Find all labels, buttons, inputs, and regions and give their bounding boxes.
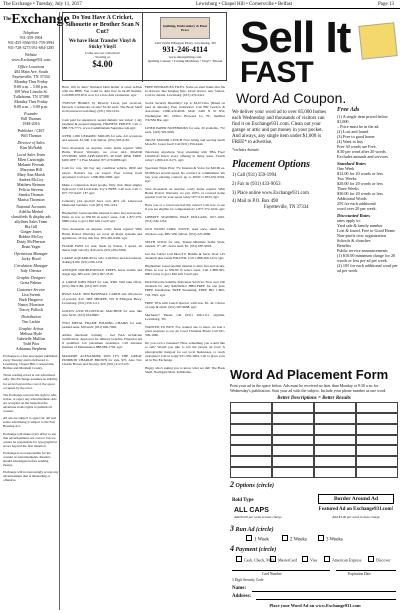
ad-word-cell[interactable] bbox=[272, 456, 314, 467]
rate-line: Excludes animals and services. bbox=[337, 154, 390, 159]
fine-print-paragraph: Exchange will not knowingly accept any advertisement that is misleading or offensive. bbox=[3, 470, 59, 483]
ad-word-cell[interactable] bbox=[314, 424, 356, 435]
name-label: Name: bbox=[232, 586, 247, 591]
classified-ad: Save thousands on surprise costly home repairs! With Home Protect Warranty we cover all major systems and appliances. 30 day risk free. 855-495-9436. sgtv bbox=[62, 227, 142, 240]
rate-line: (1) A single item priced below $1,000. bbox=[337, 114, 388, 124]
masthead-line: Bill Thomas bbox=[21, 116, 41, 121]
masthead-line: Melanie Fiveash bbox=[17, 162, 45, 167]
rate-line: $12.00 for 20 words or less bbox=[337, 171, 383, 176]
ad-word-cell[interactable] bbox=[230, 467, 272, 478]
ad-word-cell[interactable] bbox=[230, 456, 272, 467]
ad-word-cell[interactable] bbox=[356, 467, 398, 478]
rate-line: Two Weeks bbox=[337, 176, 357, 181]
all-caps-note: Add $5.00 per week to base charge bbox=[234, 515, 282, 519]
masthead-line: Will Thomas bbox=[20, 133, 42, 138]
masthead-sidebar bbox=[3, 12, 70, 610]
masthead-line: 8:00 a.m. – 5:00 p.m. bbox=[13, 104, 49, 109]
classifieds-column-a bbox=[62, 85, 142, 610]
expiration-line[interactable] bbox=[336, 570, 396, 571]
ad-word-cell[interactable] bbox=[272, 413, 314, 424]
masthead-line: Tracey Pollock bbox=[18, 307, 44, 312]
masthead-line: Barb Hargrove bbox=[19, 297, 43, 302]
rate-line: (3) Free to good home bbox=[337, 134, 375, 139]
rate-line: – Price must be in the ad. bbox=[337, 124, 380, 129]
classified-ad: FLOOR FANS for sale, made by Patton, 3 speed, all metal, high velocity, $20 each. (931) 604-5596. bbox=[62, 243, 142, 252]
rate-line: One Week bbox=[337, 166, 355, 171]
classified-ad: LINED PAPER NOTEBOOKS for sale, 20 available, 75¢ each. (423) 595-9005. bbox=[145, 125, 225, 134]
card-number-line[interactable] bbox=[232, 570, 330, 571]
classified-ad: Get the Cable! Call DirecTV. Bundle & Save! Over 145 channels plus Genie HD-DVR. Call 1-888-260-1474. sgtv bbox=[145, 251, 225, 260]
vinyl-ad-sub: Come see our collection! bbox=[84, 51, 121, 55]
masthead-line: Ginger Jones bbox=[20, 229, 42, 234]
ad-word-cell[interactable] bbox=[356, 435, 398, 446]
shop-ad bbox=[143, 13, 227, 82]
payment-option[interactable]: American Express bbox=[324, 556, 361, 563]
fine-print-paragraph: Exchange is not responsible for the content of advertisements. Readers should investigate before sending money. bbox=[3, 450, 51, 468]
classified-ad: Have 100 in debt? National Debt Relief is rated A-Plus with the BBB. You could be debt free in 24-48 months. Call 888-678-6311 now for a free debt evaluation. sgtv bbox=[62, 85, 142, 98]
masthead-line: Greta Palmer bbox=[20, 280, 42, 285]
placement-option: 3) Place online www.Exchange931.com bbox=[232, 190, 309, 196]
placement-option: 1) Call (931) 359-1994 bbox=[232, 173, 277, 178]
masthead-line: Sandra Thomas bbox=[18, 192, 44, 197]
ad-word-cell[interactable] bbox=[272, 402, 314, 413]
classified-ad: Airline mechanic training - Get FAA technician certification. Approved for military benefits. Financial aid if qualified. Job placement assistance. Call Aviation Institute of Maintenance 888-686-1704. sgtv bbox=[62, 333, 142, 350]
border-option[interactable]: Border Around Ad bbox=[318, 494, 394, 504]
masthead-line: Monday Thru Friday bbox=[14, 79, 48, 84]
ad-word-cell[interactable] bbox=[314, 435, 356, 446]
masthead-line: Mary Ann Marsh bbox=[17, 172, 45, 177]
header-right: Page 13 bbox=[378, 2, 394, 7]
ad-word-cell[interactable] bbox=[314, 413, 356, 424]
masthead-line: Office Locations bbox=[17, 64, 45, 69]
run-option[interactable]: 3 Weeks bbox=[318, 535, 343, 543]
classified-ad: TWELVE BOOKS by Beverly Lewis, just received, $2/each. Cookbooks on sale! $1-$2 each. The Book Shelf in Downtown Lewisburg. (931) 359-1234. bbox=[62, 101, 142, 114]
ad-word-cell[interactable] bbox=[314, 456, 356, 467]
rate-line: word over 20 per week. bbox=[337, 206, 377, 211]
classified-ad: FREE TEA with Lunch Special, with Gas. $5. 42. Choice of soup & salad. (931) 297-6688. sgtv bbox=[145, 300, 225, 309]
masthead-lines bbox=[3, 30, 59, 351]
ad-word-cell[interactable] bbox=[230, 435, 272, 446]
masthead-line: Adelfia Merkel bbox=[18, 209, 44, 214]
masthead-line: Todd Pitts bbox=[22, 341, 40, 346]
masthead-line: Maryann Hill bbox=[20, 167, 42, 172]
name-line[interactable] bbox=[252, 591, 396, 592]
header-center: Lewisburg • Chapel Hill • Cornersville • Belfast bbox=[196, 2, 293, 7]
masthead-line: Dusty McPherson bbox=[16, 239, 46, 244]
rate-line: Non-profit civic organization bbox=[337, 233, 386, 238]
masthead-line: Circulation Manager bbox=[14, 263, 48, 268]
ad-word-cell[interactable] bbox=[230, 424, 272, 435]
classified-ad: HughesNet: Gen4 satellite internet is ultra fast and secure. Plans as low as $39.99 in select areas. Call 1-888-395-8003 today to get a $50 Gift Card! sgtv bbox=[145, 264, 225, 277]
masthead-line: Lisa Sweatt bbox=[21, 292, 41, 297]
classified-ad: WANTED TO BUY: I've wanted one to know we had a great response to our ad. Good Christian Book! Call 931-599-1960. bbox=[145, 325, 225, 338]
run-option[interactable]: 1 Week bbox=[246, 535, 269, 543]
exchange-logo: $^{The}$Exchange bbox=[3, 12, 70, 27]
masthead-line: Founder bbox=[24, 111, 38, 116]
classifieds-column-b bbox=[145, 85, 225, 610]
intro-block bbox=[232, 110, 332, 211]
classified-ad: MADAME ALEXANDER 2003 IT'S THE GREAT PUMPKIN CHARLIE BROWN for sale, $75. Also Two Charlie Brown and Snoopy. $20. (901) 212-5123. bbox=[62, 353, 142, 366]
fine-print-paragraph: Exchange is a free newspaper published every Tuesday and is delivered to Lewisburg, Chapel Hill, Cornersville, Belfast and Marshall County. bbox=[3, 354, 58, 371]
form-instructions: Print your ad in the space below. Ads must be received no later than Monday at 9:30 a.m. for Wednesday's publication. Start your ad with the subject. Include your phone number as one word. bbox=[230, 383, 387, 393]
classified-ad: HughesNet: Gen4 satellite internet is ultra fast and secure. Plans as low as $39.99 in select areas. Call 1-877-279-9686 today to get a $50 Gift Card! sgtv bbox=[62, 211, 142, 224]
masthead-line: classifieds & display ads bbox=[11, 214, 51, 219]
rate-line: Three Weeks bbox=[337, 186, 359, 191]
ad-word-cell[interactable] bbox=[356, 456, 398, 467]
vinyl-ad-subhead: We have Heat Transfer Vinyl & Sticky Vinyl! bbox=[68, 39, 137, 50]
ad-word-cell[interactable] bbox=[272, 435, 314, 446]
standard-rates-list bbox=[337, 166, 398, 211]
ad-word-cell[interactable] bbox=[314, 467, 356, 478]
free-ads-title: Free Ads bbox=[337, 107, 360, 113]
masthead-fine-print bbox=[3, 354, 59, 483]
rate-line: 25¢ for each additional bbox=[337, 201, 376, 206]
discount-lead: rates apply to: bbox=[337, 218, 361, 223]
masthead-line: Website bbox=[24, 52, 38, 57]
free-ads-list bbox=[337, 114, 398, 159]
rate-line: $.30 per word after 20 words. bbox=[337, 149, 387, 154]
intro-text: We deliver your word ad to over 85,000 homes each Wednesday and thousands of visitors can find it on Exchange931.com. Clean out your garage or attic and put money in your pocket. And always, any single item under $1,000 is FREE* to advertise. bbox=[232, 110, 327, 145]
rate-line: Schools & churches bbox=[337, 238, 371, 243]
rates-panel bbox=[337, 107, 398, 273]
discount-rates-title: Discounted Rates bbox=[337, 213, 371, 218]
masthead-line: 931-455-3566 931-759-3994 bbox=[7, 40, 55, 45]
masthead-line: Graphic Artists bbox=[18, 326, 44, 331]
payment-option[interactable]: Cash, Check, M.O. bbox=[236, 556, 275, 563]
rate-line: Public service announcements bbox=[337, 248, 388, 253]
placement-title: Placement Options bbox=[232, 159, 311, 170]
classified-ad: Make a connection. Real people, flirty chat. Meet singles right now! Call LiveLinks. Try it FREE. Call now. Call 1-877-737-9447. 18+ sgtv bbox=[62, 182, 142, 195]
masthead-line: Monday Thru Friday bbox=[14, 99, 48, 104]
classified-ad: OVER 1,000 CERAMIC MOLDS for sale. All occasions and seasons. $1,500. Can deliver. (931) 993-6181. bbox=[62, 133, 142, 142]
classified-ad: Spectrum Triple Play: TV, Internet & Voice for $29.99 ea. 60 MB per second speed. No contract or commitment. We buy your existing contract up to $500! 1-855-652-9304. sgtv bbox=[145, 166, 225, 183]
rate-line: (2) Lost and found bbox=[337, 129, 369, 134]
classified-ad: Save thousands on surprise costly home repairs! With Home Protect Warranty we pay 100% of covered home repairs! Call for your quote today! 877-915-6033. sgtv bbox=[145, 186, 225, 199]
masthead-line: Distribution bbox=[21, 314, 41, 319]
ad-word-cell[interactable] bbox=[356, 402, 398, 413]
header-left: The Exchange • Tuesday, July 11, 2017 bbox=[3, 2, 82, 7]
step-4-label: 4 Payment (circle) bbox=[230, 544, 277, 553]
classified-ad: Dish Network-Satellite Television Services. Now over 190 channels for only $49.99/mo! HBO-FREE for one year, FREE Installation, FREE Streaming, FREE HD. 1-800-718-1593. sgtv bbox=[145, 280, 225, 297]
sticky-note-graphic bbox=[358, 22, 397, 60]
ad-word-cell[interactable] bbox=[356, 424, 398, 435]
rate-line: Yard sale & family number bbox=[337, 223, 383, 228]
card-number-label: Card Number bbox=[262, 572, 282, 576]
rate-line: $30.00 for 20 words or less bbox=[337, 191, 383, 196]
masthead-line: Matthew Reimon bbox=[17, 182, 45, 187]
ad-word-cell[interactable] bbox=[230, 445, 272, 456]
expiration-label: Expiration Date bbox=[348, 572, 371, 576]
step-2-label: 2 Options (circle) bbox=[230, 480, 274, 489]
masthead-line: National Accounts bbox=[16, 204, 46, 209]
placement-option: Fayetteville, TN 37334 bbox=[264, 205, 309, 211]
masthead-line: Operations Manager bbox=[14, 251, 48, 256]
coupon-title: Word Ad Coupon. bbox=[236, 90, 347, 106]
ad-word-cell[interactable] bbox=[272, 445, 314, 456]
vinyl-ad-price: $4.00 bbox=[92, 59, 113, 70]
masthead-line: Ria Gill bbox=[24, 224, 38, 229]
masthead-line: Local Sales Team bbox=[16, 152, 46, 157]
masthead-line: Nancy Morrison bbox=[17, 302, 45, 307]
rate-line: Additional Words bbox=[337, 196, 367, 201]
featured-note: Add $5.00 per week to base charge bbox=[332, 515, 380, 519]
classified-ad: Cash for cars. We buy any condition vehicle, 2000 and newer. Nation's top car buyer! Free towing from anywhere! Call now 1-800-864-5960. sgtv bbox=[62, 166, 142, 179]
shop-address: 1410 North Ellington Pkwy, Lewisburg, TN bbox=[154, 41, 216, 45]
classified-ad: FREE PENDAFLEX FILES. Some on steel frame that fits in drawers, like hanging files, travel drawer, new folders. Call for details. Lewisburg. (615) 479-2412. bbox=[145, 85, 225, 98]
classified-ad: Cemetery plot special! Save over 40% off. Lakewood Memorial Gardens. Call (931) 359-1234. bbox=[62, 198, 142, 208]
payment-option[interactable]: Visa bbox=[302, 556, 317, 563]
masthead-line: Publisher / CEO bbox=[17, 128, 45, 133]
intro-footnote: *excludes Animals bbox=[232, 148, 259, 152]
placement-option: 2) Fax to (931) 433-9053 bbox=[232, 181, 281, 187]
classified-ad: SELTH STICK for sale, Transit Minimax Selfie Stick, extends 17"-40", never used. $5. (931) 687-9093. bbox=[145, 239, 225, 248]
ad-word-cell[interactable] bbox=[356, 413, 398, 424]
masthead-line: Marisa Thornton bbox=[17, 197, 45, 202]
ad-word-cell[interactable] bbox=[230, 402, 272, 413]
classified-ad: A LARGE KIDS BOAT for sale, $300. Will take offers. (931) 209-5186. (931) 607-3318. bbox=[62, 280, 142, 289]
masthead-line: allylines Sales Team bbox=[14, 219, 48, 224]
placement-option: 4) Mail to P.O. Box 490 bbox=[232, 199, 278, 205]
address-line[interactable] bbox=[256, 599, 396, 600]
masthead-line: Director of Sales bbox=[17, 140, 45, 145]
bold-type-option[interactable]: Bold Type bbox=[232, 498, 254, 503]
masthead-line: 1948-2016 bbox=[22, 121, 40, 126]
all-caps-option[interactable]: ALL CAPS bbox=[234, 507, 269, 514]
masthead-line: Andrea McCoy bbox=[18, 177, 44, 182]
page-header bbox=[0, 0, 400, 9]
standard-rates-title: Standard Rates bbox=[337, 161, 366, 166]
ad-word-cell[interactable] bbox=[314, 445, 356, 456]
rate-line: $20.00 for 20 words or less bbox=[337, 181, 383, 186]
masthead-line: Graphic Designer bbox=[16, 275, 46, 280]
masthead-line: 8:00 a.m. – 5:00 p.m. bbox=[13, 84, 49, 89]
ad-text-grid[interactable] bbox=[230, 402, 398, 478]
classified-ad: Television anywhere. Stop streaming with TBA Free! Climb/Lift Inbox every offering in many areas. Switch today! 1-800-411-6171. sgtv bbox=[145, 150, 225, 163]
masthead-line: 931-728-3273 931-684-1285 bbox=[7, 45, 55, 50]
masthead-line: Brian Yager bbox=[21, 244, 41, 249]
classified-ad: TWO METAL FRAME FOLDING CHAIRS for sale, padded seats. $30/each. (931) 606-7096. bbox=[62, 320, 142, 330]
sell-it-title: Sell It bbox=[240, 13, 351, 62]
fine-print-paragraph: All ads are subject to approval. All real estate advertising is subject to the Fair Housing Act. bbox=[3, 416, 57, 429]
masthead-line: Ellen Cartwright bbox=[17, 157, 45, 162]
fine-print-paragraph: Those reading errors at our advertisers only. The Exchange assumes no liability for errors beyond the cost of the space occupied by the error. bbox=[3, 373, 58, 390]
place-online-line[interactable]: Place your Word Ad on www.Exchange931.com bbox=[269, 603, 361, 608]
classified-ad: Save thousands on surprise costly home repairs! With Home Protect Warranty, we cover ALL MAJOR SYSTEMS AND APPLIANCES. 30 DAY RISK FREE. $200 OFF + 2 Free Months! 877-279-9686 sgtv bbox=[62, 146, 142, 163]
masthead-line: Telephone bbox=[22, 30, 40, 35]
ad-word-cell[interactable] bbox=[230, 413, 272, 424]
security-code-label: 3 Digit Security Code bbox=[232, 578, 264, 582]
classified-ad: LIBERTY STANDING HALF DOLLARS, 1917-1945. (931) 240-1234. bbox=[145, 215, 225, 224]
payment-option[interactable]: Discover bbox=[368, 556, 390, 563]
ad-word-cell[interactable] bbox=[272, 424, 314, 435]
rate-line: (2) 10¢ for each additional word per ad per week. bbox=[337, 263, 398, 273]
masthead-line: Bobbie McCoy bbox=[18, 234, 44, 239]
fine-print-paragraph: The Exchange reserves the right to edit, revise, or reject any advertisement. Ads are accepted on the basis that the advertiser holds rights to publish all content. bbox=[3, 392, 57, 414]
rate-line: Benefits bbox=[337, 243, 351, 248]
ad-word-cell[interactable] bbox=[314, 402, 356, 413]
classified-ad: TRUST MANOR LUNCH Now hiring and serving lunch Mon-Fri. Great food! Call (931) 359-4444. bbox=[145, 137, 225, 147]
masthead-line: Fayetteville, TN 37334 bbox=[12, 74, 50, 79]
featured-option[interactable]: Featured Ad on Exchange931.com! bbox=[318, 507, 394, 512]
placement-options bbox=[232, 173, 332, 211]
ad-word-cell[interactable] bbox=[356, 445, 398, 456]
masthead-line: Jacky Hood bbox=[21, 256, 41, 261]
classified-ad: Social Security Disability? Up to $2,671/mo. (Based on paid in amount.) Free evaluation! Call Bill Gordon & Associates 1-800-419-4056. Mail: 2420 N St NW, Washington DC. Office: Broward Co. FL, member TX/NM Bar. sgtv bbox=[145, 101, 225, 122]
classified-ad: Cash paid for unexpired, sealed diabetic test strips! 1 day payment & prepaid shipping. HIGHEST PRICES! Call 1-888-776-7771. www.Cash4DiabeticSupplies.com sgtv bbox=[62, 117, 142, 130]
payment-option[interactable]: MasterCard bbox=[270, 556, 297, 563]
ad-word-cell[interactable] bbox=[272, 467, 314, 478]
fine-print-paragraph: Exchange will make every effort to see that advertisements are correct, but we cannot be responsible for typographical errors beyond the first insertion. bbox=[3, 431, 57, 448]
classified-ad: GOLD'S GYM ELLIPTICAL MACHINE for sale, like new. $150. (615) 934-8965. bbox=[62, 308, 142, 317]
masthead-line: www.Exchange931.com bbox=[11, 57, 51, 62]
masthead-line: 931-359-1904 bbox=[19, 35, 43, 40]
rate-line: Free 30 words are Free. bbox=[337, 144, 377, 149]
shop-tagline: Quilting Classes • Cutting Machines • Vinyl • Thread bbox=[147, 59, 223, 64]
classified-ad: OLD WOOD CORK STOVE, used once, small size, chicken coop, $80. Will deliver. (931) 225-2666. bbox=[145, 227, 225, 236]
better-descriptions: Better Descriptions = Better Results bbox=[277, 396, 351, 401]
masthead-line: Melissa Hyde bbox=[19, 331, 43, 336]
vinyl-ad bbox=[63, 13, 143, 82]
discount-rates-list bbox=[337, 223, 398, 273]
classified-ad: Do you own a business? Have something you would like to sell? Would you like to tell the people all four! A photographic hangout for our local businesses, to reach customers! Call us today 931-359-1904. Call to place your ad in The Exchange. bbox=[145, 341, 225, 362]
masthead-line: Kim McNabb bbox=[19, 145, 43, 150]
form-title: Word Ad Placement Form bbox=[230, 367, 389, 382]
rate-line: (1) $10.00 minimum charge for 20 words or less per ad per week bbox=[337, 253, 396, 263]
vinyl-ad-start: Starting at bbox=[95, 55, 110, 60]
shop-website: www.tnnstquilting.com bbox=[168, 55, 202, 60]
address-label: Address: bbox=[232, 594, 252, 599]
rate-line: Lost & found, Free to Good Home bbox=[337, 228, 396, 233]
rate-line: (4) Want to buy bbox=[337, 139, 364, 144]
masthead-line: Gabrielle Mullins bbox=[16, 336, 46, 341]
vinyl-ad-headline: Do You Have A Cricket, Silhouette or Brother Scan N Cut? bbox=[65, 15, 140, 35]
classified-ad: Mechanic? Please call (931) 206-1111 anytime. Lewisburg, TN. bbox=[145, 312, 225, 321]
classified-ad: ANTIQUE DOUBLESINGLE TREES, horse double and single rigs. $85 each. (931) 607-3318. bbox=[62, 268, 142, 277]
classified-ad: Have you or a loved one had hip cancer? Call now to see if you are eligible for compensation! 1-877-372-1024. sgtv bbox=[145, 203, 225, 212]
masthead-line: Adrianna Stephens bbox=[15, 346, 47, 351]
shop-logo: Quilting, Embroidery & Heat Press bbox=[160, 17, 210, 39]
masthead-line: Tullahoma, TN 37388 bbox=[13, 94, 49, 99]
masthead-line: 404 Main Ave. South bbox=[14, 69, 48, 74]
run-option[interactable]: 2 Weeks bbox=[282, 535, 307, 543]
classified-ad: Happy who's asking you to know what we did! The Book Shelf, Northgate Mall, Tullahoma. bbox=[145, 365, 225, 374]
classified-ad: HUGE SALE, 3000 BASEBALL CARDS and 100 pieces of jewelry. $10. THE SHOPPE, 503 N Ellington Pkwy, Lewisburg. (931) 359-1111. bbox=[62, 292, 142, 305]
fast-title: FAST bbox=[240, 56, 313, 89]
masthead-line: Jody Chessor bbox=[20, 268, 42, 273]
classified-ad: LARGE AQUARIUM for sale, with filter and decorations. Asking $100. (931) 206-1234. bbox=[62, 255, 142, 264]
masthead-line: Felicia Stevens bbox=[18, 187, 44, 192]
step-3-label: 3 Run Ad (circle) bbox=[230, 524, 274, 533]
masthead-line: Tim Lackie bbox=[21, 319, 41, 324]
display-ads bbox=[62, 12, 227, 81]
masthead-line: 109 West Lincoln St. bbox=[14, 89, 48, 94]
masthead-line: Customer Service bbox=[16, 287, 46, 292]
shop-phone: 931-246-4114 bbox=[162, 45, 208, 55]
